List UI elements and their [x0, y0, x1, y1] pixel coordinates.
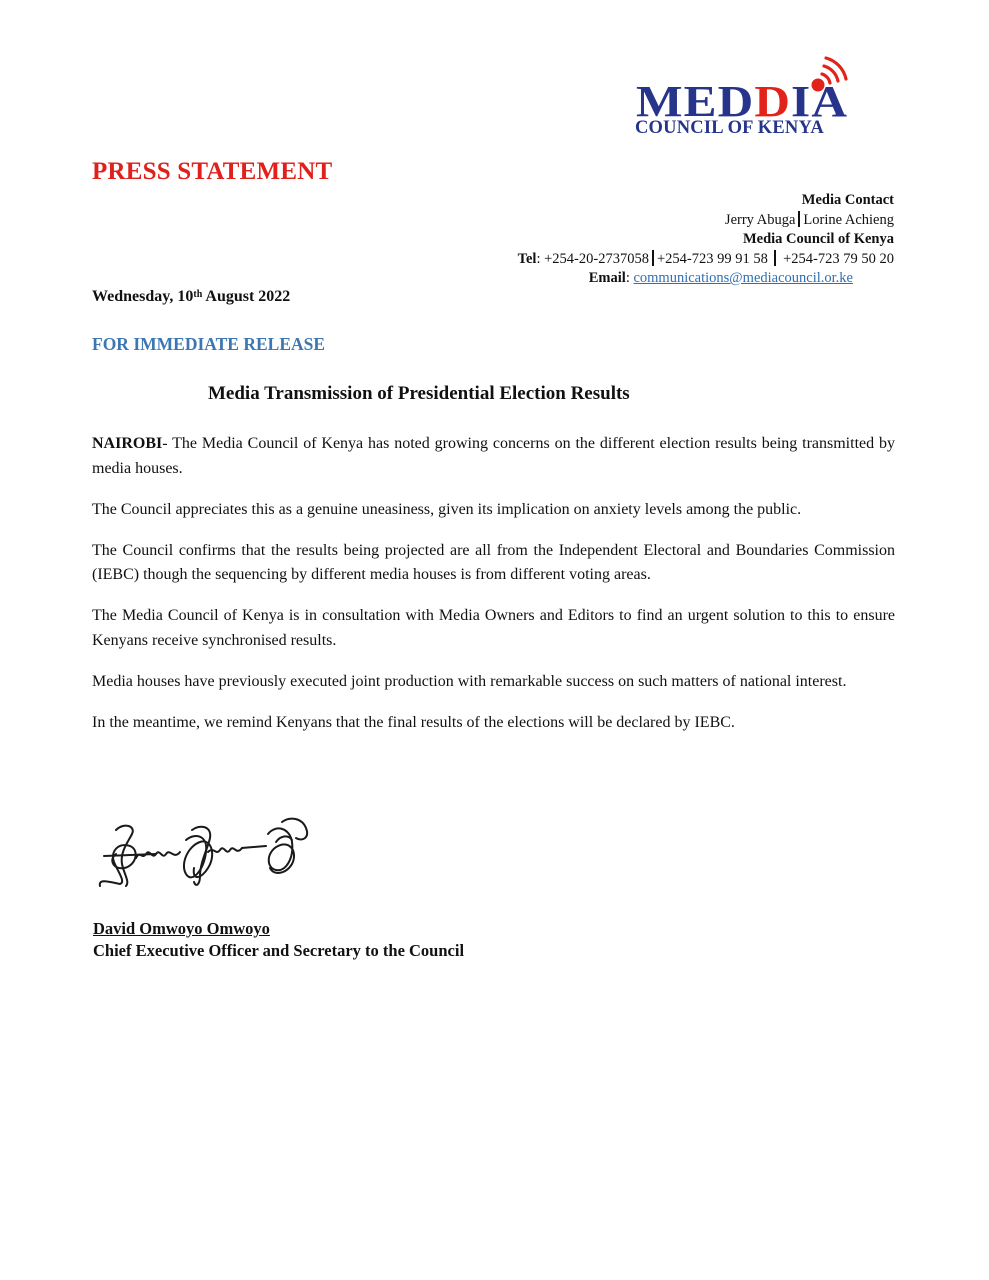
date-day: Wednesday, 10 [92, 288, 194, 305]
contact-org: Media Council of Kenya [742, 231, 894, 247]
signer-name: David Omwoyo Omwoyo [93, 919, 270, 938]
dateline: NAIROBI [92, 435, 163, 452]
logo-subtitle: COUNCIL OF KENYA [635, 118, 824, 138]
media-council-logo [630, 52, 895, 142]
release-label: FOR IMMEDIATE RELEASE [92, 334, 326, 354]
body-paragraph [92, 432, 895, 481]
contact-person: Lorine Achieng [803, 211, 894, 228]
email-link[interactable]: communications@mediacouncil.or.ke [633, 270, 853, 286]
statement-date [92, 288, 290, 306]
signer-title: Chief Executive Officer and Secretary to the Council [93, 941, 465, 960]
contact-email-row: Email: communications@mediacouncil.or.ke [588, 270, 853, 286]
body-paragraph: Media houses have previously executed joint production with remarkable success on such matters of national interest. [92, 672, 847, 690]
logo-word-red-part: D [754, 77, 792, 126]
divider [798, 211, 800, 227]
tel-number: +254-723 99 91 58 [656, 250, 768, 267]
divider [774, 250, 776, 266]
statement-title: Media Transmission of Presidential Election Results [208, 383, 630, 404]
press-statement-heading: PRESS STATEMENT [92, 158, 333, 185]
tel-label: Tel [517, 250, 537, 267]
contact-persons [518, 211, 894, 231]
divider [652, 250, 654, 266]
paragraph-text: - The Media Council of Kenya has noted growing concerns on the different election results being transmitted by media houses. [92, 435, 895, 477]
logo-word-part: A [811, 77, 849, 126]
contact-heading: Media Contact [801, 192, 894, 208]
body-paragraph: The Media Council of Kenya is in consultation with Media Owners and Editors to find an urgent solution to this to ensure Kenyans receive synchronised results. [92, 607, 895, 649]
logo-word-part: MED [636, 77, 755, 126]
signature [96, 812, 316, 897]
logo-word-part: I [791, 77, 812, 126]
statement-body [92, 432, 895, 752]
date-month-year: August 2022 [202, 288, 291, 305]
body-paragraph: The Council appreciates this as a genuine uneasiness, given its implication on anxiety levels among the public. [92, 500, 802, 518]
body-paragraph: The Council confirms that the results being projected are all from the Independent Electoral and Boundaries Commission (IEBC) though the sequencing by different media houses is from different voting areas. [92, 541, 895, 583]
tel-number: +254-20-2737058 [544, 250, 649, 267]
body-paragraph: In the meantime, we remind Kenyans that the final results of the elections will be declared by IEBC. [92, 713, 735, 731]
email-label: Email [588, 270, 626, 286]
media-contact-block [518, 191, 894, 289]
contact-tel-row: Tel: +254-20-2737058 +254-723 99 91 58 +254-723 79 50 20 [517, 250, 894, 267]
tel-number: +254-723 79 50 20 [783, 250, 894, 267]
date-suffix: th [193, 289, 203, 300]
contact-person: Jerry Abuga [724, 211, 796, 228]
